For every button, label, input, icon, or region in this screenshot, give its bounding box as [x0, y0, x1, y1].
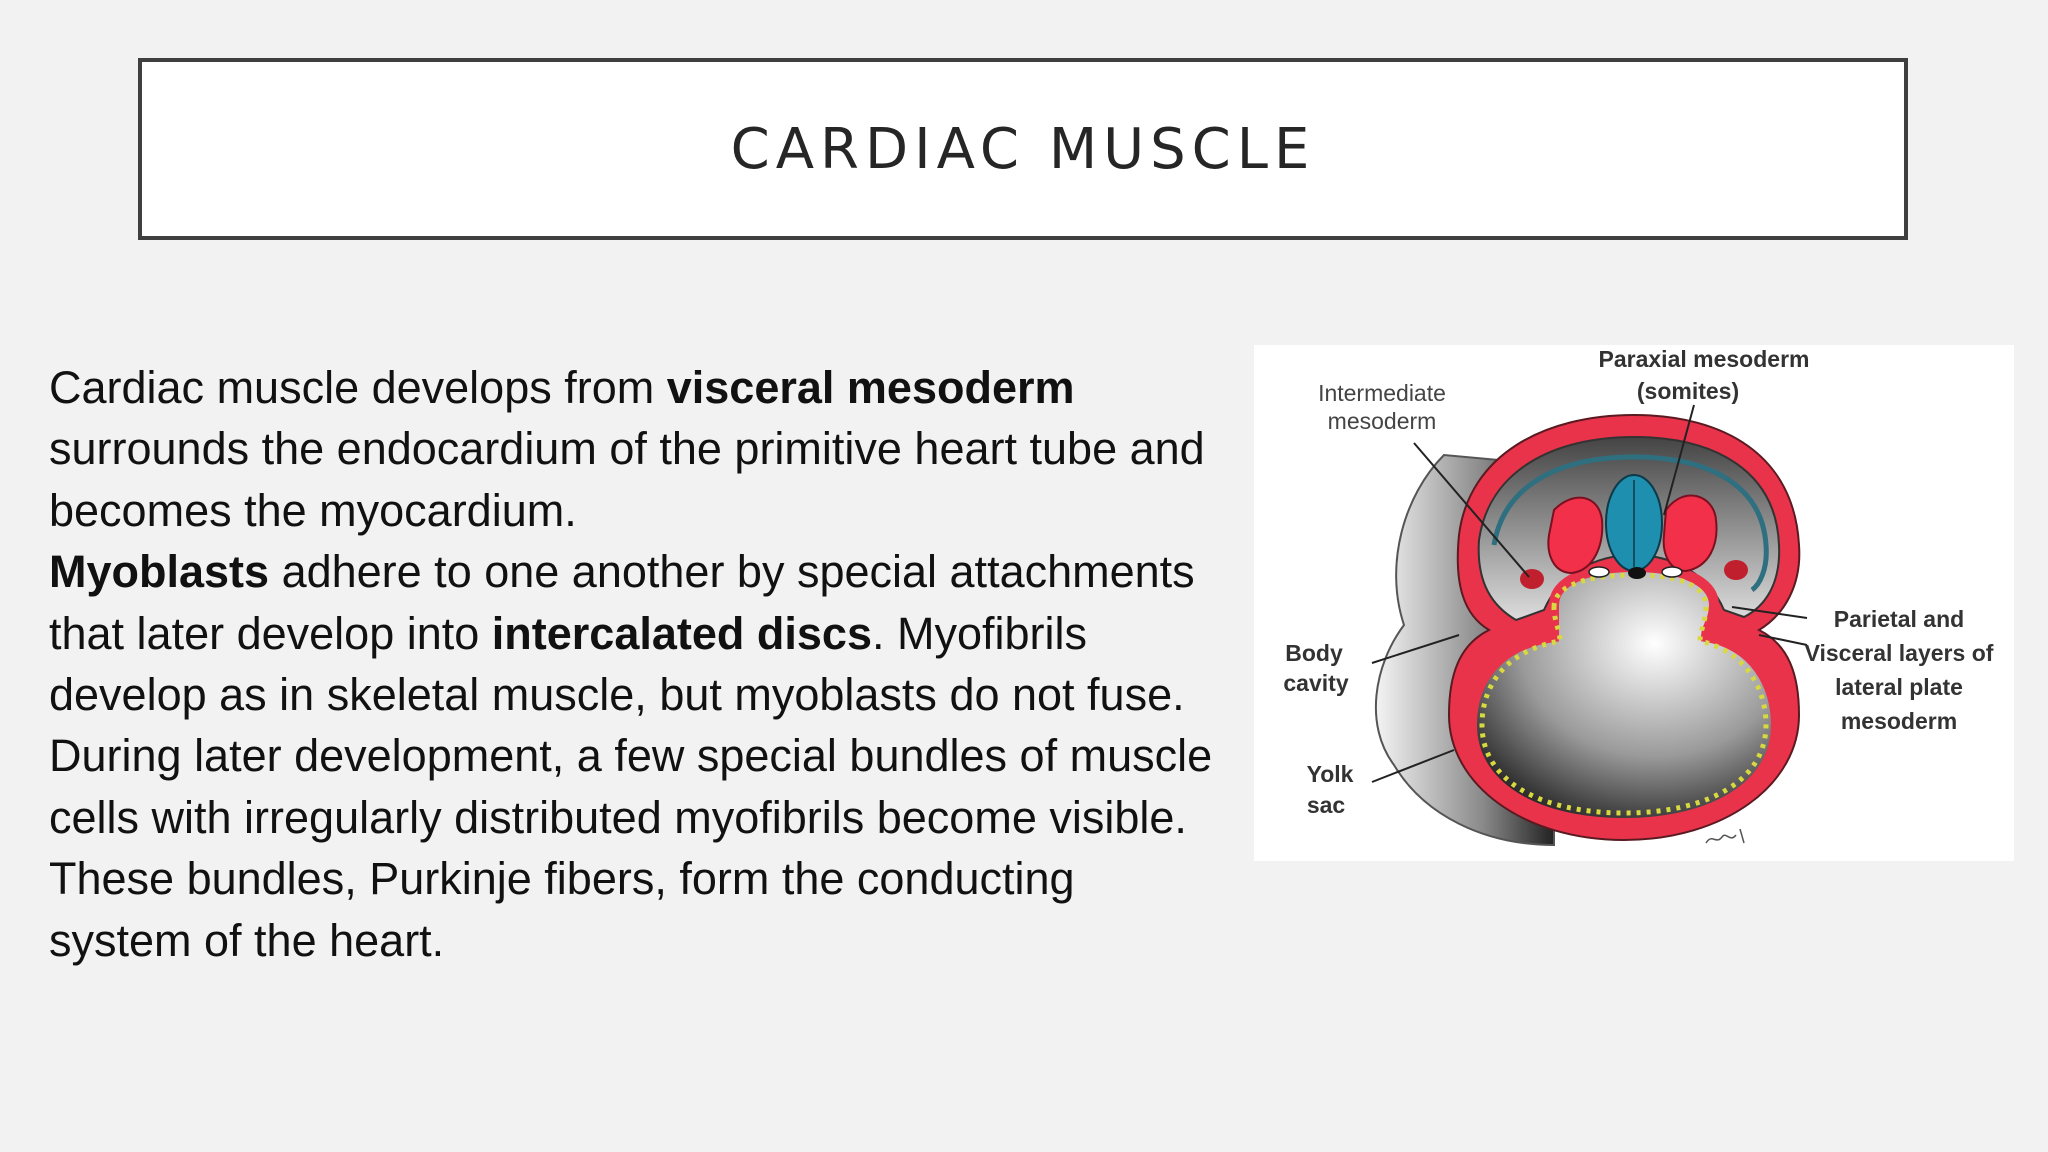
bold-term-myoblasts: Myoblasts [49, 546, 270, 598]
paragraph-myoblasts [49, 541, 1229, 971]
label-parietal-1: Parietal and [1833, 606, 1965, 632]
notochord [1628, 567, 1646, 579]
label-paraxial-2: (somites) [1636, 378, 1740, 404]
artist-signature-mark [1706, 829, 1744, 843]
label-body-2: cavity [1283, 670, 1349, 696]
embryo-diagram [1254, 345, 2014, 861]
text-part: surrounds the endocardium of the primitive heart tube and becomes the myocardium. [49, 423, 1205, 536]
label-yolk-1: Yolk [1306, 761, 1354, 787]
bold-term-intercalated-discs: intercalated discs [491, 607, 872, 659]
label-body-1: Body [1285, 640, 1343, 666]
label-paraxial-1: Paraxial mesoderm [1598, 346, 1810, 372]
text-part: Cardiac muscle develops from [49, 362, 667, 413]
bold-term-visceral-mesoderm: visceral mesoderm [666, 362, 1075, 413]
text-part: . Myofibrils develop as in skeletal muscle, but myoblasts do not fuse. During later development, a few special bundles of muscle cells with irregularly distributed myofibrils become visible. These bundles, Purkinje fibers, form the conducting system of the heart. [49, 607, 1213, 966]
label-yolk-2: sac [1306, 792, 1346, 818]
title-box [138, 58, 1908, 240]
embryo-cross-section-figure [1254, 345, 2014, 861]
body-text [49, 357, 1229, 971]
label-intermediate-2: mesoderm [1327, 408, 1437, 434]
label-intermediate-1: Intermediate [1318, 380, 1446, 406]
slide-title: CARDIAC MUSCLE [730, 116, 1316, 182]
label-parietal-3: lateral plate [1835, 674, 1963, 700]
text-part: adhere to one another by special attachments that later develop into [49, 546, 1195, 659]
label-parietal-4: mesoderm [1840, 708, 1958, 734]
intermediate-mesoderm-right [1724, 560, 1748, 580]
paragraph-visceral-mesoderm [49, 357, 1229, 541]
label-parietal-2: Visceral layers of [1804, 640, 1994, 666]
